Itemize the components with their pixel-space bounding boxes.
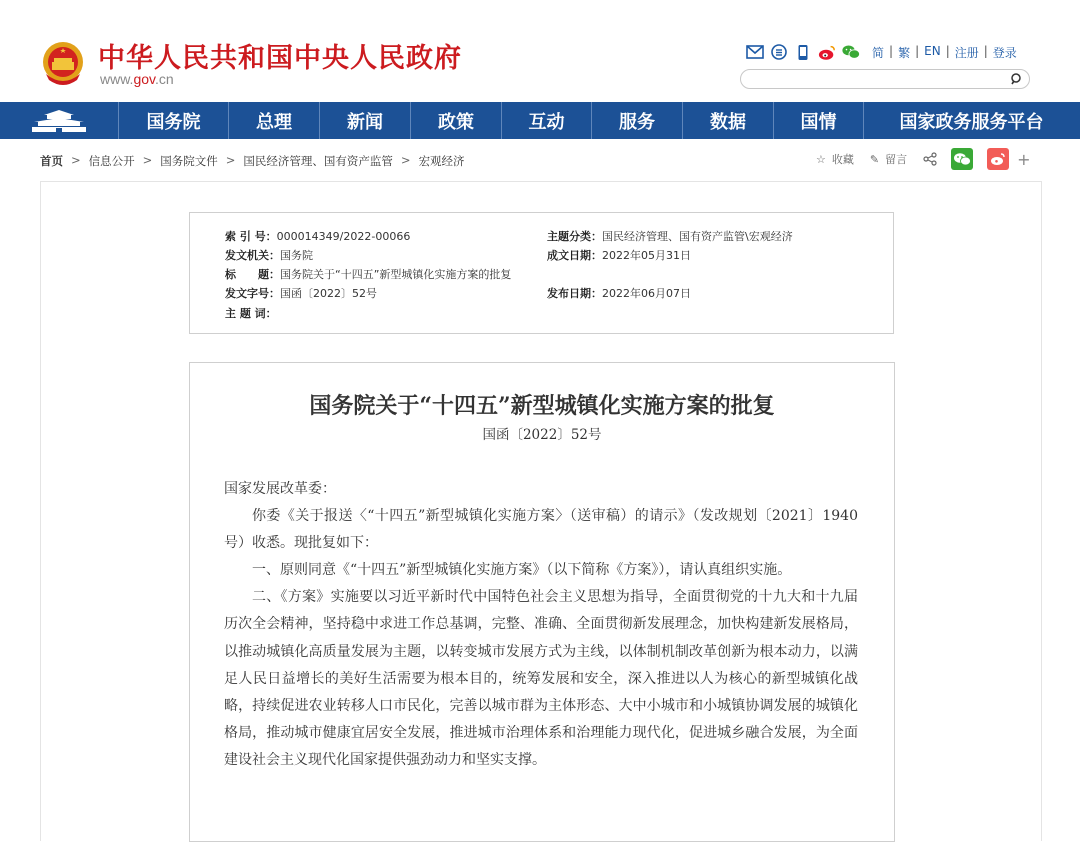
plus-icon[interactable]: + — [1017, 149, 1031, 169]
paragraph: 一、原则同意《“十四五”新型城镇化实施方案》（以下简称《方案》），请认真组织实施。 — [252, 562, 792, 579]
meta-label: 标 题： — [225, 268, 280, 281]
wechat-share-icon[interactable] — [951, 148, 973, 170]
meta-label: 主题分类： — [547, 230, 602, 243]
share-icon[interactable] — [923, 152, 937, 166]
divider: | — [983, 44, 988, 58]
divider: | — [945, 44, 950, 58]
nav-service[interactable]: 服务 — [591, 102, 682, 139]
comment-button[interactable]: 留言 — [885, 153, 908, 166]
meta-topic — [547, 228, 793, 244]
nav-home[interactable] — [0, 102, 118, 139]
document-text — [224, 476, 858, 774]
chevron-right-icon: > — [400, 153, 411, 167]
meta-label: 主 题 词： — [225, 307, 277, 320]
login-link[interactable]: 登录 — [992, 46, 1017, 60]
nav-policy[interactable]: 政策 — [410, 102, 501, 139]
site-header — [0, 0, 1080, 102]
meta-value: 国务院关于“十四五”新型城镇化实施方案的批复 — [280, 268, 512, 281]
breadcrumb-home[interactable]: 首页 — [40, 154, 63, 168]
document-title: 国务院关于“十四五”新型城镇化实施方案的批复 — [309, 393, 775, 419]
national-emblem-icon[interactable] — [40, 40, 86, 88]
chevron-right-icon: > — [142, 153, 153, 167]
site-title[interactable]: 中华人民共和国中央人民政府 — [98, 43, 462, 74]
document-number: 国函〔2022〕52号 — [482, 427, 602, 443]
mail-icon[interactable] — [746, 43, 764, 61]
star-icon[interactable]: ☆ — [816, 152, 826, 166]
divider: | — [915, 44, 920, 58]
search-icon[interactable] — [1009, 72, 1023, 86]
meta-value: 国函〔2022〕52号 — [280, 287, 377, 300]
url-suffix: .cn — [155, 71, 174, 87]
meta-published-date — [547, 285, 691, 301]
share-toolbar — [816, 148, 1031, 170]
nav-data[interactable]: 数据 — [682, 102, 773, 139]
register-link[interactable]: 注册 — [954, 46, 979, 60]
top-icon-bar — [746, 42, 860, 62]
weibo-share-icon[interactable] — [987, 148, 1009, 170]
rss-icon[interactable] — [770, 43, 788, 61]
top-links — [872, 44, 1017, 61]
meta-value: 2022年05月31日 — [602, 249, 691, 262]
traditional-link[interactable]: 繁 — [898, 46, 911, 60]
meta-index — [225, 228, 410, 244]
nav-gov-service-platform[interactable]: 国家政务服务平台 — [863, 102, 1079, 139]
document-body — [189, 362, 895, 842]
meta-label: 索 引 号： — [225, 230, 277, 243]
url-mid: gov — [133, 71, 155, 87]
breadcrumb-macro-economy[interactable]: 宏观经济 — [418, 154, 465, 168]
url-prefix: www. — [100, 71, 134, 87]
weibo-icon[interactable] — [818, 43, 836, 61]
meta-value: 国民经济管理、国有资产监管\宏观经济 — [602, 230, 793, 243]
breadcrumb-info-public[interactable]: 信息公开 — [88, 154, 135, 168]
meta-written-date — [547, 247, 691, 263]
search-input[interactable] — [740, 69, 1030, 89]
simplified-link[interactable]: 简 — [872, 46, 885, 60]
meta-value: 国务院 — [280, 249, 313, 262]
document-metadata — [189, 212, 894, 334]
tiananmen-icon — [30, 109, 88, 133]
breadcrumb-state-docs[interactable]: 国务院文件 — [160, 154, 218, 168]
meta-value: 2022年06月07日 — [602, 287, 691, 300]
divider: | — [889, 44, 894, 58]
addressee: 国家发展改革委： — [224, 481, 336, 497]
paragraph: 二、《方案》实施要以习近平新时代中国特色社会主义思想为指导，全面贯彻党的十九大和十九届历次全会精神，坚持稳中求进工作总基调，完整、准确、全面贯彻新发展理念，加快构建新发展格局，以推动城镇化高质量发展为主题，以转变城市发展方式为主线，以体制机制改革创新为根本动力，以满足人民日益增长的美好生活需要为根本目的，统筹发展和安全，深入推进以人为核心的新型城镇化战略，持续促进农业转移人口市民化，完善以城市群为主体形态、大中小城市和小城镇协调发展的城镇化格局，推动城市健康宜居安全发展，推进城市治理体系和治理能力现代化，促进城乡融合发展，为全面建设社会主义现代化国家提供强劲动力和坚实支撑。 — [224, 589, 858, 768]
nav-state-council[interactable]: 国务院 — [118, 102, 228, 139]
site-url — [100, 71, 174, 87]
breadcrumb-economy-mgmt[interactable]: 国民经济管理、国有资产监管 — [243, 154, 393, 168]
meta-label: 发文字号： — [225, 287, 280, 300]
meta-label: 发文机关： — [225, 249, 280, 262]
meta-value: 000014349/2022-00066 — [276, 230, 411, 243]
meta-label: 成文日期： — [547, 249, 602, 262]
english-link[interactable]: EN — [924, 44, 941, 58]
chevron-right-icon: > — [225, 153, 236, 167]
paragraph: 你委《关于报送〈“十四五”新型城镇化实施方案〉（送审稿）的请示》（发改规划〔2021〕1940号）收悉。现批复如下： — [224, 508, 858, 552]
main-nav — [0, 102, 1080, 139]
pencil-icon[interactable]: ✎ — [869, 152, 880, 166]
wechat-icon[interactable] — [842, 43, 860, 61]
meta-keywords — [225, 305, 277, 321]
meta-issuer — [225, 247, 313, 263]
meta-doc-number — [225, 285, 377, 301]
breadcrumb — [40, 153, 465, 169]
nav-news[interactable]: 新闻 — [319, 102, 410, 139]
meta-label: 发布日期： — [547, 287, 602, 300]
nav-interaction[interactable]: 互动 — [501, 102, 591, 139]
chevron-right-icon: > — [71, 153, 81, 167]
mobile-icon[interactable] — [794, 43, 812, 61]
nav-national-info[interactable]: 国情 — [773, 102, 863, 139]
meta-title — [225, 266, 511, 282]
favorite-button[interactable]: 收藏 — [831, 153, 854, 166]
nav-premier[interactable]: 总理 — [228, 102, 319, 139]
